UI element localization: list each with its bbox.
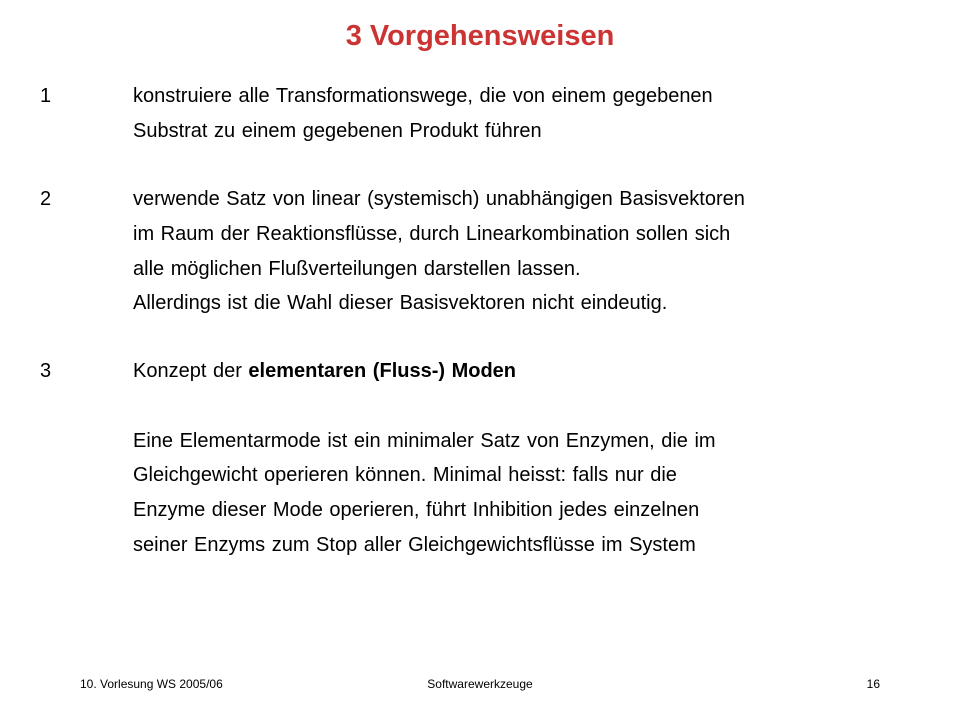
footer-course: Softwarewerkzeuge — [427, 677, 533, 691]
definition-line: Gleichgewicht operieren können. Minimal heisst: falls nur die — [133, 464, 677, 486]
definition-line: Eine Elementarmode ist ein minimaler Satz von Enzymen, die im — [133, 430, 716, 452]
item-intro: Konzept der — [133, 360, 249, 382]
item-heading-line — [133, 354, 516, 388]
item-text-line: verwende Satz von linear (systemisch) unabhängigen Basisvektoren — [133, 188, 745, 210]
item-number: 1 — [40, 85, 52, 107]
item-number: 3 — [40, 360, 52, 382]
item-text-line: im Raum der Reaktionsflüsse, durch Linearkombination sollen sich — [133, 223, 731, 245]
footer-lecture: 10. Vorlesung WS 2005/06 — [80, 677, 223, 691]
item-text-line: Allerdings ist die Wahl dieser Basisvektoren nicht eindeutig. — [133, 292, 668, 314]
bold-term: elementaren (Fluss-) Moden — [248, 360, 517, 382]
page-number: 16 — [866, 677, 880, 691]
item-number: 2 — [40, 188, 52, 210]
definition-line: seiner Enzyms zum Stop aller Gleichgewichtsflüsse im System — [133, 534, 696, 556]
item-text-line: Substrat zu einem gegebenen Produkt führen — [133, 120, 542, 142]
slide-title: 3 Vorgehensweisen — [345, 20, 615, 52]
item-text-line: alle möglichen Flußverteilungen darstellen lassen. — [133, 258, 581, 280]
definition-line: Enzyme dieser Mode operieren, führt Inhibition jedes einzelnen — [133, 499, 700, 521]
item-text-line: konstruiere alle Transformationswege, die von einem gegebenen — [133, 85, 713, 107]
